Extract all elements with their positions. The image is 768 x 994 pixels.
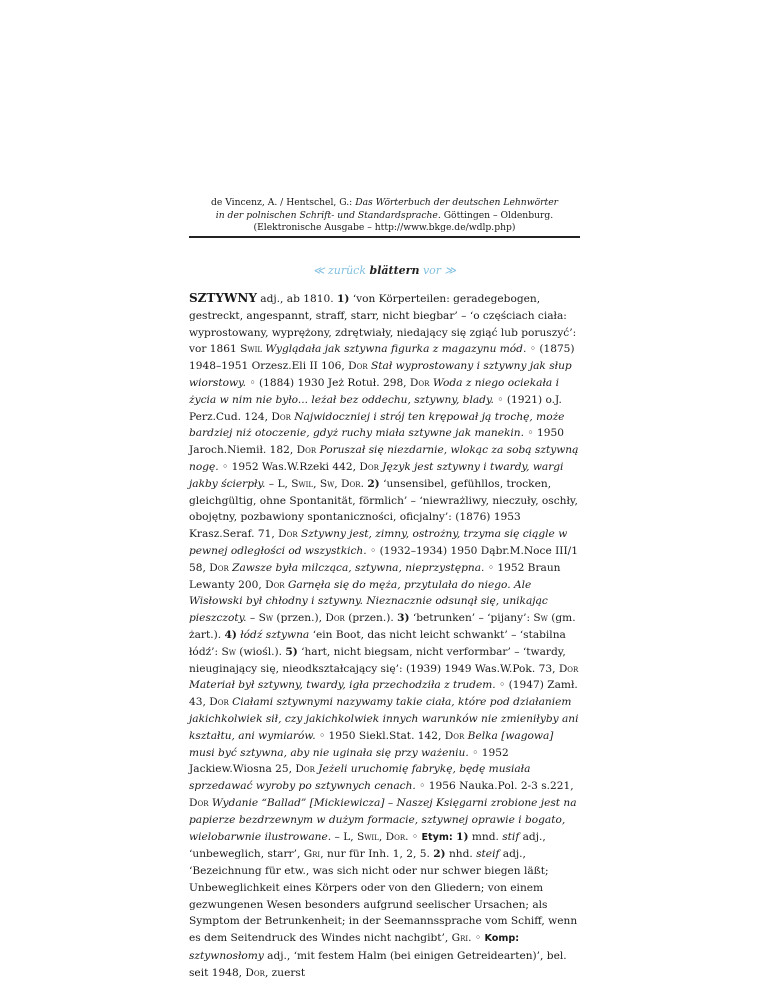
entry-text: Dor [444, 729, 465, 742]
entry-text: Gri [451, 932, 469, 945]
entry-text: – [246, 612, 259, 625]
citation-header [189, 197, 580, 235]
entry-text: ◦ (1947) Zamł. 43, [189, 679, 578, 709]
citation-line-2 [189, 210, 580, 223]
entry-text: adj., ab 1810. [256, 293, 337, 305]
entry-text: ‘ein Boot, das nicht leicht schwankt’ – ‘stabilna łódź’: [189, 628, 566, 658]
entry-text: Jeżeli uruchomię fabrykę, będę musiała sprzedawać wyroby po sztywnych cenach. [189, 763, 531, 793]
entry-text: ◦ (1884) 1930 Jeż Rotuł. 298, [245, 376, 410, 389]
entry-text: , [334, 477, 342, 490]
entry-text: , [378, 830, 386, 843]
forward-link[interactable]: vor ≫ [422, 264, 457, 277]
entry-text: Najwidoczniej i strój ten krępował ją trochę, może bardziej niż otoczenie, gdyż ruchy miała sztywne jak manekin. [189, 410, 565, 440]
entry-text: Garnęła się do męża, przytulała do niego. Ale Wisłowski był chłodny i sztywny. Nieznacznie odsunął się, unikając pieszczoty. [189, 578, 548, 625]
entry-text: , zuerst [264, 966, 306, 979]
entry-text: – L, [331, 830, 357, 843]
entry-text: Dor [245, 966, 265, 979]
entry-text: ◦ 1952 Braun Lewanty 200, [189, 561, 561, 591]
entry-text: Poruszał się niezdarnie, wlokąc za sobą sztywną nogę. [189, 444, 579, 473]
entry-text: adj., ‘Bezeichnung für etw., was sich nicht oder nur schwer biegen läßt; Unbeweglichkeit eines Körpers oder von den Gliedern; von einem gezwungenen Wesen besonders aufgrund seelischer Ursachen; als Symptom der Betrunkenheit; in der Seemannssprache vom Schiff, wenn es dem Seitendruck des Windes nicht nachgibt’, [189, 848, 578, 945]
entry-text: , nur für Inh. 1, 2, 5. [320, 848, 434, 861]
entry-text: 2) [367, 477, 380, 490]
entry-text: Wyglądała jak sztywna figurka z magazynu mód. [265, 343, 527, 356]
entry-text: ‘betrunken’ – ‘pijany’: [409, 612, 534, 625]
entry-text: ‘hart, nicht biegsam, nicht verformbar’ – ‘twardy, nieuginający się, nieodkształcający się’: (1939) 1949 Was.W.Pok. 73, [189, 645, 566, 675]
entry-text: . [360, 477, 368, 490]
entry-text: mnd. [468, 830, 503, 843]
entry-text: Dor [278, 528, 298, 541]
entry-text: Dor [209, 696, 229, 709]
entry-text: ◦ 1950 Siekl.Stat. 142, [315, 729, 445, 742]
entry-text: (gm. żart.). [189, 612, 576, 641]
entry-text: ◦ (1932–1934) 1950 Dąbr.M.Noce III/1 58, [189, 544, 578, 574]
entry-text: Dor [385, 830, 406, 843]
entry-text: 1) [336, 293, 350, 305]
entry-text: . ◦ [405, 830, 422, 843]
dictionary-entry [189, 290, 580, 982]
entry-text: stif [502, 830, 520, 843]
entry-text: Dor [341, 477, 361, 490]
entry-text: Dor [209, 561, 229, 574]
entry-text: . ◦ [468, 932, 485, 945]
entry-text: Ciałami sztywnymi nazywamy takie ciała, które pod działaniem jakichkolwiek sił, czy jakichkolwiek innych warunków nie zmieniłyby ani kształtu, ani wymiarów. [189, 696, 579, 742]
headword: SZTYWNY [189, 291, 257, 305]
entry-text: Materiał był sztywny, twardy, igła przechodziła z trudem. [189, 679, 496, 692]
entry-text: 2) [433, 848, 446, 861]
entry-text: łódź sztywna [240, 628, 310, 641]
entry-text: Dor [558, 662, 579, 675]
browse-label: blättern [369, 264, 420, 277]
entry-text: ◦ (1921) o.J. Perz.Cud. 124, [189, 393, 562, 423]
back-link[interactable]: ≪ zurück [312, 264, 366, 277]
page-navigation [189, 264, 580, 277]
section-label: Komp: [484, 933, 520, 945]
entry-text: Belka [wagowa] musi być sztywna, aby nie uginała się przy ważeniu. [189, 729, 554, 759]
section-label: Etym: [421, 831, 453, 843]
entry-text: ◦ 1952 Jackiew.Wiosna 25, [189, 746, 509, 776]
entry-text: , [313, 477, 320, 490]
entry-text: Język jest sztywny i twardy, wargi jakby ścierpły. [189, 460, 564, 490]
entry-text: Sw [533, 612, 548, 625]
entry-text: Dor [296, 444, 317, 457]
citation-authors: de Vincenz, A. / Hentschel, G.: [210, 197, 356, 208]
entry-text: (przen.), [273, 612, 326, 625]
entry-text: Sw [221, 645, 236, 658]
entry-text: Dor [295, 763, 315, 776]
entry-text: ◦ 1956 Nauka.Pol. 2-3 s.221, [415, 780, 574, 793]
entry-text: Swil [291, 477, 314, 490]
entry-text: 4) [224, 628, 237, 641]
header-rule [189, 236, 580, 238]
entry-text: sztywnosłomy [189, 950, 264, 963]
entry-text: Woda z niego ociekała i życia w nim nie było... leżał bez oddechu, sztywny, blady. [189, 376, 559, 406]
entry-text: ‘von Körperteilen: geradegebogen, gestreckt, angespannt, straff, starr, nicht biegbar’ – ‘o częściach ciała: wyprostowany, wyprężony, zdrętwiały, niedający się zgiąć lub poruszyć’: vor 1861 [189, 293, 577, 356]
citation-title-cont: in der polnischen Schrift- und Standardsprache [215, 209, 438, 221]
entry-text: adj., ‘mit festem Halm (bei einigen Getreidearten)’, bel. seit 1948, [189, 950, 567, 979]
entry-text: (wiośl.). [235, 645, 286, 658]
entry-text: Sztywny jest, zimny, ostrożny, trzyma się ciągle w pewnej odległości od wszystkich. [189, 528, 568, 557]
entry-text: steif [476, 848, 500, 861]
entry-text: Dor [409, 376, 430, 389]
entry-text: Gri [303, 848, 321, 861]
entry-text: – L, [265, 477, 292, 490]
entry-text: Dor [265, 578, 285, 591]
entry-text: 3) [397, 612, 410, 625]
entry-text: (przen.). [344, 612, 398, 625]
entry-text: 5) [285, 645, 298, 658]
citation-line-1 [189, 197, 580, 210]
entry-text: ‘unsensibel, gefühllos, trocken, gleichgültig, ohne Spontanität, förmlich’ – ‘niewrażliwy, nieczuły, oschły, obojętny, pozbawiony spontaniczności, oficjalny’: (1876) 1953 Krasz.Seraf. 71, [189, 477, 578, 541]
entry-text: Sw [258, 612, 274, 625]
entry-text: Swil [240, 343, 262, 356]
entry-text: Dor [325, 612, 345, 625]
entry-text: Dor [271, 410, 291, 423]
entry-text: ◦ (1875) 1948–1951 Orzesz.Eli II 106, [189, 343, 575, 373]
entry-text: Dor [189, 796, 209, 809]
entry-text: Dor [348, 360, 368, 373]
citation-line-3: (Elektronische Ausgabe – http://www.bkge.de/wdlp.php) [253, 222, 516, 233]
entry-text: ◦ 1952 Was.W.Rzeki 442, [218, 460, 360, 473]
entry-text: adj., ‘unbeweglich, starr’, [189, 830, 546, 861]
entry-text: Zawsze była milcząca, sztywna, nieprzystępna. [232, 561, 485, 574]
entry-text: Swil [356, 830, 379, 843]
entry-text: nhd. [445, 848, 477, 861]
entry-text: Sw [319, 477, 335, 490]
entry-text: Stał wyprostowany i sztywny jak słup wiorstowy. [189, 360, 572, 389]
citation-title: Das Wörterbuch der deutschen Lehnwörter [355, 197, 559, 208]
entry-text: 1) [456, 830, 469, 843]
entry-text: Dor [359, 460, 379, 473]
citation-place: . Göttingen – Oldenburg. [437, 209, 554, 221]
entry-text: ◦ 1950 Jaroch.Niemił. 182, [189, 427, 564, 457]
entry-text: Wydanie “Ballad” [Mickiewicza] – Naszej Księgarni zrobione jest na papierze bezdrzewnym w dużym formacie, sztywnej oprawie i bogato, wielobarwnie ilustrowane. [189, 796, 577, 843]
